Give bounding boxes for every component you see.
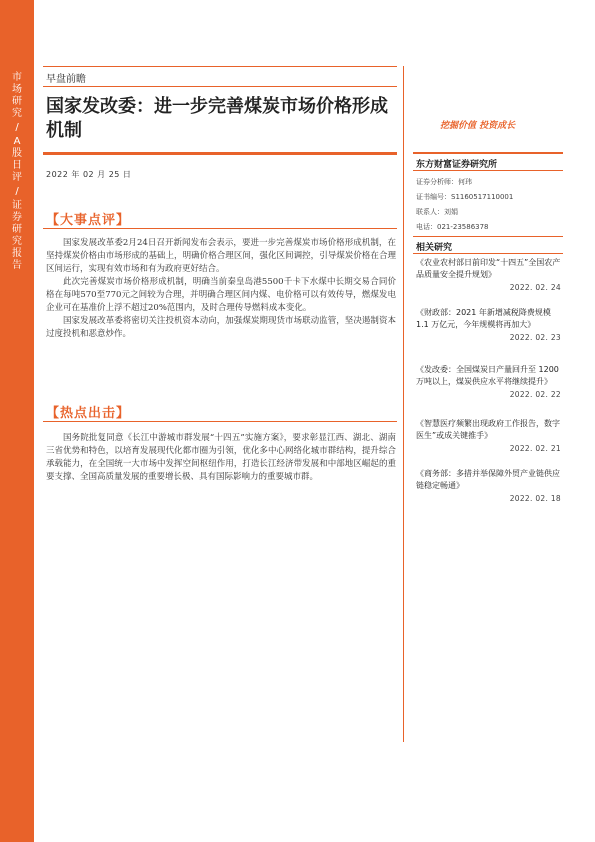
paragraph: 此次完善煤炭市场价格形成机制，明确当前秦皇岛港5500千卡下水煤中长期交易合同价格在每吨570至770元之间较为合理，并明确合理区间内煤、电价格可以有效传导，燃煤发电企业可在基准价上浮不超过20%范围内，及时合理传导燃料成本变化。 [46,277,396,313]
paragraph: 国家发展改革委2月24日召开新闻发布会表示，要进一步完善煤炭市场价格形成机制，在坚持煤炭价格由市场形成的基础上，明确价格合理区间，强化区间调控，引导煤炭价格在合理区间运行，实现有效市场和有为政府更好结合。 [46,238,396,274]
header-rule [43,66,397,67]
report-date: 2022 年 02 月 25 日 [46,170,132,179]
related-item-date: 2022. 02. 22 [509,390,561,399]
related-item-date: 2022. 02. 18 [509,494,561,503]
related-item-title[interactable]: 《智慧医疗频繁出现政府工作报告，数字医生”或成关键推手》 [416,419,560,440]
page-title: 国家发改委：进一步完善煤炭市场价格形成机制 [46,96,388,141]
related-item-date: 2022. 02. 24 [509,283,561,292]
related-item-title[interactable]: 《商务部：多措并举保障外贸产业链供应链稳定畅通》 [416,469,560,490]
sidebar-separator: / [15,186,19,197]
related-item-title[interactable]: 《发改委：全国煤炭日产量回升至 1200 万吨以上，煤炭供应水平将继续提升》 [416,365,559,386]
paragraph: 国家发展改革委将密切关注投机资本动向，加强煤炭期现货市场联动监管，坚决遏制资本过度投机和恶意炒作。 [46,316,396,339]
sidebar-label [9,72,25,272]
sidebar-separator: / [15,122,19,133]
contact-phone: 电话：021-23586378 [416,223,489,231]
sidebar-band [0,0,34,842]
related-item[interactable] [416,257,561,292]
related-item-title[interactable]: 《农业农村部日前印发“十四五”全国农产品质量安全提升规划》 [416,258,561,279]
related-rule [413,236,563,237]
related-item-date: 2022. 02. 23 [509,333,561,342]
section-heading-events: 【大事点评】 [46,213,131,228]
header-rule [43,86,397,87]
column-divider [403,66,404,742]
sidebar-part-report: 证券研究报告 [12,200,22,271]
slogan: 挖掘价值 投资成长 [440,121,516,131]
section-body-events [46,237,396,341]
section-body-hotspots [46,432,396,484]
contact-name: 联系人：刘娟 [416,208,458,216]
sidebar-part-market: 市场研究 [12,72,22,119]
institute-rule [413,170,563,171]
section-heading-hotspots: 【热点出击】 [46,406,131,421]
related-item-title[interactable]: 《财政部：2021 年新增减税降费规模 1.1 万亿元，今年规模将再加大》 [416,308,551,329]
analyst-name: 证券分析师：何玮 [416,178,472,186]
section-rule [43,228,397,229]
related-rule [413,253,563,254]
institute-name: 东方财富证券研究所 [416,160,498,170]
related-item[interactable] [416,307,561,342]
paragraph: 国务院批复同意《长江中游城市群发展“十四五”实施方案》，要求彰显江西、湖北、湖南三省优势和特色，以培育发展现代化都市圈为引领，优化多中心网络化城市群结构，提升综合承载能力，在全国统一大市场中发挥空间枢纽作用，打造长江经济带发展和中部地区崛起的重要支撑、全国高质量发展的重要增长极、具有国际影响力的重要城市群。 [46,433,396,482]
related-item[interactable] [416,468,561,503]
institute-rule [413,152,563,154]
analyst-cert: 证书编号：S1160517110001 [416,193,514,201]
related-item[interactable] [416,364,561,399]
related-heading: 相关研究 [416,243,453,253]
section-rule [43,421,397,422]
related-item-date: 2022. 02. 21 [509,444,561,453]
header-label: 早盘前瞻 [46,74,86,85]
related-item[interactable] [416,418,561,453]
sidebar-part-daily: A股日评 [12,136,22,183]
title-rule [43,152,397,155]
